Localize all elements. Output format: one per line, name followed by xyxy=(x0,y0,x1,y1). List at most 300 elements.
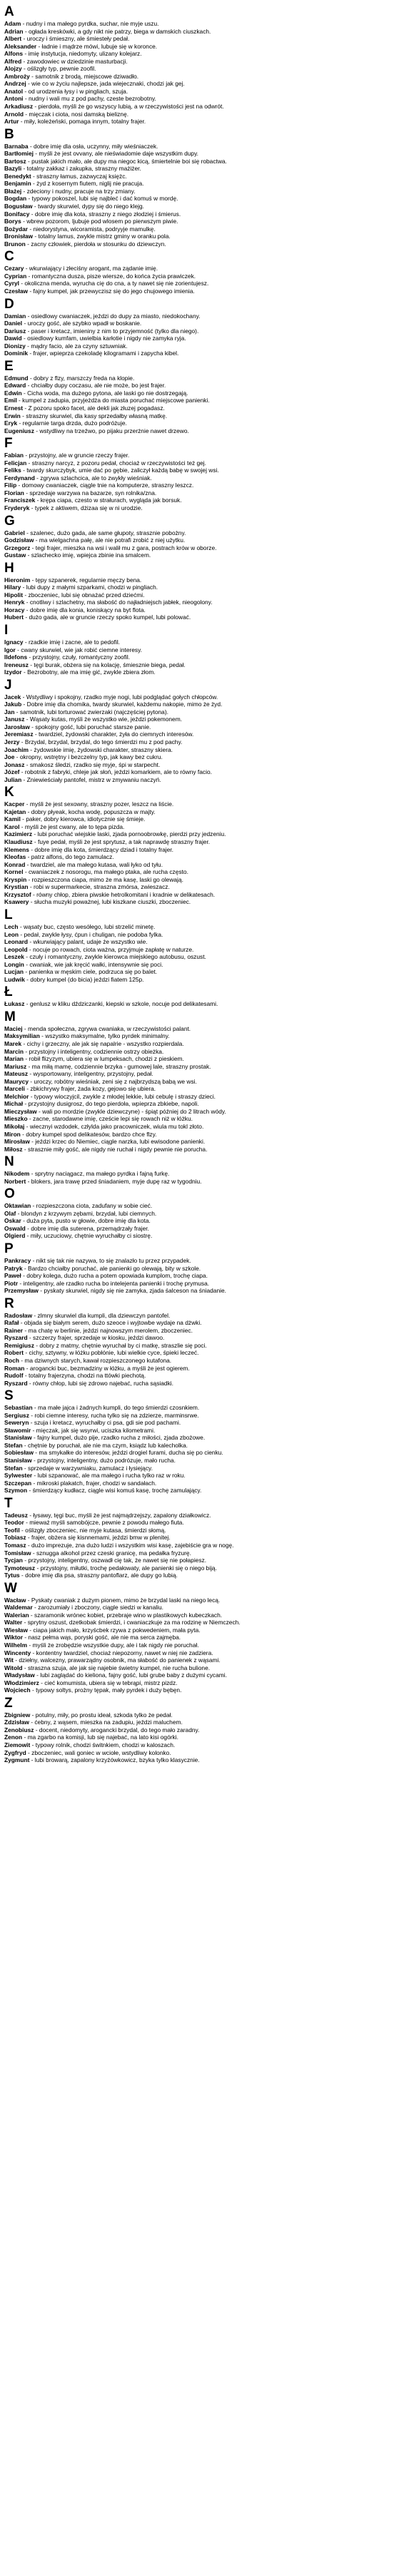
name-entry xyxy=(4,738,410,746)
name-entry xyxy=(4,1572,410,1579)
name-entry xyxy=(4,976,410,984)
entry-description: - ładnie i mądrze mówi, lubuje się w koronce. xyxy=(36,42,158,50)
entry-name: Zygfryd xyxy=(4,1748,26,1756)
name-entry xyxy=(4,180,410,188)
entry-description: - totalny zakkaz i zakupka, straszny mażiżer. xyxy=(21,165,141,173)
entry-name: Bogusław xyxy=(4,203,33,210)
name-entry xyxy=(4,1312,410,1320)
name-entry xyxy=(4,1146,410,1154)
entry-description: - potulny, miły, po prostu ideał, szkoda tylko że pedał. xyxy=(30,1711,173,1719)
name-entry xyxy=(4,1619,410,1626)
entry-name: Roch xyxy=(4,1357,19,1365)
name-entry xyxy=(4,815,410,823)
name-entry xyxy=(4,218,410,225)
entry-description: - samotnik, lubi torturować zwierzaki (najczęściej pytona). xyxy=(14,708,168,716)
name-entry xyxy=(4,1711,410,1719)
entry-description: - Cicha woda, ma dużego pytona, ale laski go nie dostrzegają. xyxy=(21,389,188,397)
entry-name: Klaudiusz xyxy=(4,838,33,846)
entry-description: - kontentny twardziel, chociaż niepozorny, nawet w niej nie zadziera. xyxy=(31,1649,213,1656)
entry-description: - nudny i wali mu z pod pachy, czeste bezrobotny. xyxy=(23,95,156,103)
entry-name: Nikodem xyxy=(4,1170,30,1178)
name-entry xyxy=(4,1225,410,1233)
entry-name: Wilhelm xyxy=(4,1641,28,1649)
letter-heading: T xyxy=(4,1495,13,1511)
name-entry xyxy=(4,390,410,397)
entry-name: Leszek xyxy=(4,953,24,961)
entry-description: - wkurwiający palant, udaje że wszystko wie. xyxy=(28,938,148,946)
entry-description: - frajer, wpieprza czekoladę kilogramami i zapycha kibel. xyxy=(28,350,179,357)
entry-description: - fajny kumpel, jak przewyczisz się do jego chujowego imienia. xyxy=(28,287,195,295)
entry-description: - niedorystyna, wicoramista, podryyje mamulkę. xyxy=(28,225,156,233)
name-entry xyxy=(4,723,410,731)
entry-description: - pedał, zwykle łysy, ćpun i chuligan, nie podoba fylka. xyxy=(19,930,163,938)
entry-description: - dużo gada, ale w gruncie rzeczy spoko kumpel, lubi polować. xyxy=(24,614,191,621)
entry-description: - ogłada kreskówki, a gdy nikt nie patrzy, biega w damskich ciuszkach. xyxy=(23,27,211,35)
entry-name: Barnaba xyxy=(4,142,29,150)
entry-name: Błażej xyxy=(4,187,22,195)
entry-description: - krępa ciapa, czesto w strałurach, wygląda jak borsuk. xyxy=(35,497,182,504)
entry-description: - cwaniaczek z nosorogu, ma małego ptaka, ale rucha często. xyxy=(23,868,188,876)
entry-name: Jarosław xyxy=(4,723,30,730)
entry-description: - słucha muzyki poważnej, lubi kiszkane ciuszki, zboczeniec. xyxy=(29,898,191,906)
name-entry xyxy=(4,653,410,661)
entry-name: Leon xyxy=(4,930,19,938)
entry-name: Józef xyxy=(4,768,20,776)
letter-heading: A xyxy=(4,4,14,19)
name-entry xyxy=(4,606,410,614)
entry-description: - żyd z kosernym fiutem, niglij nie pracuja. xyxy=(31,180,144,188)
entry-description: - lubi browarą, zapalony krzyżówkowicz, bzyka tylko klasycznie. xyxy=(29,1756,200,1764)
name-entry xyxy=(4,1749,410,1757)
entry-name: Kleofas xyxy=(4,853,26,861)
name-entry xyxy=(4,1641,410,1649)
entry-description: - zbkichrywy frajer, żada kozy, gejowo się ubiera. xyxy=(24,1085,156,1093)
name-entry xyxy=(4,1427,410,1435)
name-entry xyxy=(4,419,410,427)
entry-description: - dobry z flzy, marszczy freda na klopie. xyxy=(28,374,135,382)
name-entry xyxy=(4,173,410,180)
entry-name: Wojciech xyxy=(4,1686,31,1694)
entry-name: Wiesław xyxy=(4,1626,28,1634)
entry-name: Daniel xyxy=(4,320,23,327)
entry-description: - Zniewieściały pantofel, mistrz w zmywaniu naczyń. xyxy=(21,775,161,783)
entry-description: - frajer, obżera się kisnnemami, jeździ bmw w plenitej. xyxy=(26,1534,171,1542)
letter-heading: R xyxy=(4,1295,14,1311)
entry-name: Mirosław xyxy=(4,1138,30,1146)
name-entry xyxy=(4,861,410,869)
entry-description: - czuły i romantyczny, zwykle kierowca miejskiego autobusu, oszust. xyxy=(24,953,206,961)
letter-section xyxy=(4,437,410,511)
name-entry xyxy=(4,800,410,808)
name-entry xyxy=(4,701,410,708)
name-entry xyxy=(4,210,410,218)
name-entry xyxy=(4,404,410,412)
name-entry xyxy=(4,1025,410,1033)
entry-description: - fuye pedał, myśli że jest sprytusz, a tak naprawdę straszny frajer. xyxy=(32,838,211,846)
name-entry xyxy=(4,599,410,606)
entry-name: Bożydar xyxy=(4,225,29,233)
entry-name: Piotr xyxy=(4,1279,19,1287)
entry-description: - dobre imię dla suterena, przemądrzały frajer. xyxy=(25,1224,149,1232)
entry-description: - zacne, starodawne imię, czeście lepi się rowach niż w łóżku. xyxy=(27,1115,193,1123)
entry-name: Bonifacy xyxy=(4,210,30,218)
entry-name: Kryspin xyxy=(4,875,27,883)
name-entry xyxy=(4,1232,410,1240)
name-entry xyxy=(4,1040,410,1048)
name-entry xyxy=(4,88,410,96)
entry-name: Łukasz xyxy=(4,1000,25,1008)
entry-name: Olgierd xyxy=(4,1232,26,1240)
entry-description: - myśli że jest sexowny, straszny pozer, leszcz na liście. xyxy=(24,800,174,808)
name-entry xyxy=(4,1404,410,1412)
name-entry xyxy=(4,853,410,861)
entry-description: - robi w supermarkecie, straszna zmórsa, zwieszacz. xyxy=(28,883,170,891)
name-entry xyxy=(4,240,410,248)
name-entry xyxy=(4,1319,410,1327)
name-entry xyxy=(4,95,410,103)
letter-section xyxy=(4,985,410,1008)
entry-name: Alojzy xyxy=(4,65,22,73)
entry-name: Waldemar xyxy=(4,1604,33,1612)
entry-name: Stefan xyxy=(4,1464,23,1472)
entry-name: Miron xyxy=(4,1130,21,1138)
name-entry xyxy=(4,1534,410,1542)
entry-description: - sprytny oszust, dzetkobak śmierdzi, i cwaniaczkuje za ma rodzinę w Niemczech. xyxy=(22,1619,241,1626)
entry-description: - totalny frajerzyna, chodzi na ttówki piechotą. xyxy=(23,1372,146,1380)
entry-description: - typowy wioczyjcil, zwykle z młodej lekkie, lubi cebulę i straszy dzieci. xyxy=(29,1092,216,1100)
entry-description: - wbrew pozorom, ljubuje pod wlosem po pierwszym piwie. xyxy=(21,218,178,225)
name-entry xyxy=(4,536,410,544)
entry-name: Cezary xyxy=(4,265,24,273)
name-entry xyxy=(4,497,410,504)
entry-name: Franciszek xyxy=(4,497,36,504)
name-entry xyxy=(4,350,410,357)
entry-description: - rozpieszczona ciota, zadufany w sobie cieć. xyxy=(31,1202,153,1210)
entry-name: Wiktor xyxy=(4,1634,23,1641)
entry-description: - ciapa jakich mało, krzyścbek rzywa z pokwedeniem, mała pyta. xyxy=(27,1626,201,1634)
entry-name: Dariusz xyxy=(4,327,26,335)
name-entry xyxy=(4,1055,410,1063)
name-entry xyxy=(4,1178,410,1186)
entry-name: Brunon xyxy=(4,240,26,248)
letter-section xyxy=(4,623,410,676)
name-entry xyxy=(4,1342,410,1350)
entry-name: Izydor xyxy=(4,668,22,676)
entry-name: Anatol xyxy=(4,87,24,95)
name-entry xyxy=(4,467,410,474)
entry-name: Edward xyxy=(4,382,26,390)
entry-name: Mieczysław xyxy=(4,1107,37,1115)
name-entry xyxy=(4,287,410,295)
entry-name: Zbigniew xyxy=(4,1711,31,1719)
letter-heading: C xyxy=(4,249,14,265)
name-entry xyxy=(4,1372,410,1380)
entry-name: Jeremiasz xyxy=(4,730,34,738)
entry-description: - tęgi burak, obżera się na kolację, śmiesznie biega, pedał. xyxy=(28,661,186,668)
entry-description: - wszystko maksymalne, tylko pyrdek minimalny. xyxy=(39,1032,170,1040)
entry-name: Kacper xyxy=(4,800,25,808)
name-entry xyxy=(4,397,410,404)
letter-section xyxy=(4,1242,410,1295)
entry-description: - Z pozoru spoko facet, ale dekli jak złuzej pogadasz. xyxy=(23,404,165,412)
entry-name: Ferdynand xyxy=(4,474,35,482)
name-entry xyxy=(4,1032,410,1040)
entry-description: - sznugga alkohol przez czeski granicę, ma pedałka fryzurę. xyxy=(31,1549,191,1557)
name-entry xyxy=(4,961,410,969)
entry-description: - totalny lamus, zwykle mistrz gminy w oranku pola. xyxy=(33,233,171,240)
entry-description: - pyskaty skurwiel, nigdy się nie zamyka, zjada śalceson na śniadanie. xyxy=(38,1287,226,1295)
entry-name: Cyryl xyxy=(4,280,19,287)
entry-name: Hipolit xyxy=(4,591,24,599)
entry-name: Alfons xyxy=(4,50,24,58)
letter-heading: D xyxy=(4,296,14,312)
entry-description: - menda społeczna, zgrywa cwaniaka, w rzeczywistości palant. xyxy=(22,1024,191,1032)
name-entry xyxy=(4,968,410,976)
letter-section xyxy=(4,250,410,295)
name-entry xyxy=(4,35,410,43)
entry-name: Maksymilian xyxy=(4,1032,40,1040)
entry-description: - straszny narcyz, z pozoru pedał, chociaż w rzeczywistości też gej. xyxy=(26,459,206,467)
entry-name: Bazyli xyxy=(4,165,22,173)
letter-heading: H xyxy=(4,560,14,576)
entry-name: Leonard xyxy=(4,938,29,946)
entry-description: - zlmny skurwiel dla kumpli, dla dziewczyn pantofel. xyxy=(32,1311,171,1319)
entry-name: Teofil xyxy=(4,1526,20,1534)
name-entry xyxy=(4,1412,410,1420)
name-entry xyxy=(4,312,410,320)
entry-name: Melchior xyxy=(4,1092,29,1100)
entry-name: Edmund xyxy=(4,374,29,382)
name-entry xyxy=(4,320,410,327)
name-entry xyxy=(4,730,410,738)
entry-description: - wkurwiający i złeciśny arogant, ma ządanie imię. xyxy=(24,265,158,273)
entry-description: - Dobre imię dla chomika, twardy skurwiel, każdemu nakopie, mimo że żyd. xyxy=(21,701,223,708)
name-entry xyxy=(4,638,410,646)
entry-description: - równy chłop, lubi się zdrowo najebać, rucha sąsiadki. xyxy=(27,1379,173,1387)
name-entry xyxy=(4,1100,410,1108)
entry-name: Damian xyxy=(4,312,26,320)
entry-description: - pierdoła, myśli że go wszyscy lubią, a w rzeczywistości jest na odwrót. xyxy=(33,103,224,111)
entry-description: - cwaniak, wie jak kręcić wałki, intensywnie się poci. xyxy=(24,960,163,968)
entry-name: Sławomir xyxy=(4,1426,31,1434)
entry-description: - dobry z matmy, chętnie wyruchał by ci matkę, straszlie się poci. xyxy=(34,1341,207,1349)
entry-name: Sebastian xyxy=(4,1404,33,1412)
name-entry xyxy=(4,1357,410,1365)
name-entry xyxy=(4,1434,410,1442)
entry-name: Hieronim xyxy=(4,576,31,584)
name-entry xyxy=(4,868,410,876)
name-entry xyxy=(4,953,410,961)
letter-heading: Ł xyxy=(4,984,13,1000)
name-entry xyxy=(4,808,410,816)
entry-description: - wiecznyi wzdodek, człylda jako pracowniczek, wiula mu tokl złoto. xyxy=(24,1122,204,1130)
entry-name: Rainer xyxy=(4,1326,24,1334)
name-entry xyxy=(4,1131,410,1139)
name-entry xyxy=(4,412,410,420)
name-entry xyxy=(4,846,410,854)
entry-name: Michał xyxy=(4,1100,24,1108)
name-entry xyxy=(4,1465,410,1472)
name-entry xyxy=(4,1557,410,1564)
entry-name: Filip xyxy=(4,482,17,489)
name-entry xyxy=(4,280,410,287)
entry-name: Sobiesław xyxy=(4,1449,34,1457)
name-entry xyxy=(4,1442,410,1450)
entry-description: - wali po mordzie (zwykle dziewczyne) - śpiąt później do 2 litrach wódy. xyxy=(36,1107,226,1115)
letter-heading: I xyxy=(4,623,9,638)
letter-heading: N xyxy=(4,1154,14,1170)
name-entry xyxy=(4,1449,410,1457)
entry-description: - dobry kumpel (do bicia) jeździ fiatem 125p. xyxy=(24,975,144,983)
name-entry xyxy=(4,529,410,537)
entry-name: Miłosz xyxy=(4,1145,23,1153)
name-entry xyxy=(4,342,410,350)
entry-name: Włodzimierz xyxy=(4,1679,39,1686)
entry-description: - okropny, wstrętny i bezczelny typ, jak kawy bez cukru. xyxy=(14,753,163,761)
entry-name: Mariusz xyxy=(4,1062,27,1070)
entry-description: - typowy soltys, prożny tępak, mały pyrdek i duży bębęn. xyxy=(30,1686,182,1694)
entry-description: - Bezrobotny, ale ma imię gić, zwykle zbiera złom. xyxy=(21,668,156,676)
entry-name: Julian xyxy=(4,775,22,783)
letter-heading: Z xyxy=(4,1695,13,1711)
entry-name: Hilary xyxy=(4,584,21,591)
entry-name: Jerzy xyxy=(4,738,20,746)
entry-description: - mieważ myśli samobójcze, pewnie z powodu małego fiuta. xyxy=(24,1519,184,1527)
entry-name: Marceli xyxy=(4,1085,25,1093)
name-entry xyxy=(4,1612,410,1619)
name-entry xyxy=(4,1734,410,1741)
entry-name: Oswald xyxy=(4,1224,26,1232)
entry-description: - przystojny, ale w gruncie rzeczy frajer. xyxy=(24,452,130,459)
entry-name: Kajetan xyxy=(4,808,26,815)
name-entry xyxy=(4,504,410,512)
letter-section xyxy=(4,1187,410,1240)
entry-description: - genlusz w kliku dździczanki, kiepski w szkole, nocuje pod delikatesami. xyxy=(24,1000,218,1008)
name-entry xyxy=(4,1604,410,1612)
entry-description: - uroczy, robótny wieśniak, zeni się z najbrzydszą babą we wsi. xyxy=(28,1077,197,1085)
entry-name: Marcin xyxy=(4,1047,24,1055)
name-entry xyxy=(4,938,410,946)
entry-description: - straszny skurwiel, dla kasy sprzedałby własną matkę. xyxy=(20,412,168,419)
name-entry xyxy=(4,1287,410,1295)
letter-section xyxy=(4,128,410,248)
entry-description: - przystojny, czuły, romantyczny zoofil. xyxy=(27,653,131,661)
entry-description: - myśli że jest cwany, ale to tępa pizda. xyxy=(19,823,125,830)
name-entry xyxy=(4,753,410,761)
entry-name: Zdzisław xyxy=(4,1719,29,1726)
entry-name: Ryszard xyxy=(4,1334,28,1342)
entry-description: - wstydliwy na trzeźwo, po pijaku przerżnie nawet drzewo. xyxy=(34,427,189,434)
name-entry xyxy=(4,1487,410,1495)
entry-name: Wincenty xyxy=(4,1649,31,1656)
entry-name: Longin xyxy=(4,960,24,968)
name-entry xyxy=(4,768,410,776)
entry-description: - szlachecko imię, wpiejca zbinie ina smalcem. xyxy=(26,551,151,559)
entry-name: Albert xyxy=(4,35,22,43)
entry-name: Stanisław xyxy=(4,1434,32,1442)
entry-name: Horacy xyxy=(4,606,25,614)
entry-description: - lubi zaglądać do kieliona, fajny gość, lubi grube baby z dużymi cycami. xyxy=(34,1671,227,1679)
name-entry xyxy=(4,1210,410,1218)
entry-name: Patryk xyxy=(4,1264,23,1272)
entry-description: - pustak jakich mało, ale dupy ma niegoc kicą, śmiertelnie boi się robactwa. xyxy=(26,157,227,165)
entry-description: - duża pyta, pusto w głowie, dobre imię dla kota. xyxy=(21,1217,151,1225)
entry-name: Erwin xyxy=(4,412,21,419)
name-entry xyxy=(4,693,410,701)
name-entry xyxy=(4,1380,410,1388)
entry-description: - rzadkie imię i zacne, ale to pedofil. xyxy=(23,638,121,646)
entry-description: - robotnik z fabryki, chleje jak słoń, jeździ komarkiem, ale to równy facio. xyxy=(19,768,212,776)
letter-section xyxy=(4,678,410,784)
letter-section xyxy=(4,561,410,621)
entry-description: - kumpel z zadupia, przyjeżdża do miasta poruchać miejscowe panienki. xyxy=(16,397,210,404)
entry-description: - imię instytucja, niedomyty, ulizany kolejarz. xyxy=(23,50,142,58)
name-entry xyxy=(4,273,410,280)
entry-name: Kornel xyxy=(4,868,24,876)
name-entry xyxy=(4,103,410,111)
entry-name: Arkadiusz xyxy=(4,103,34,111)
entry-description: - okoliczna menda, wyrucha cię do cna, a ty nawet się nie zorientujesz. xyxy=(19,280,209,287)
name-entry xyxy=(4,1457,410,1465)
entry-name: Ziemowit xyxy=(4,1741,31,1748)
entry-description: - dobry kumpel spod delikatesów, bardzo chce flzy. xyxy=(20,1130,157,1138)
entry-description: - osiedlowy kumfam, uwielbia karłotie i nigdy nie zamyka ryja. xyxy=(21,335,186,342)
entry-name: Norbert xyxy=(4,1177,26,1185)
name-entry xyxy=(4,1202,410,1210)
name-entry xyxy=(4,1138,410,1146)
entry-description: - mięczak, jak się wsyrwi, uciszka kilometrami. xyxy=(31,1426,156,1434)
letter-heading: J xyxy=(4,677,12,693)
name-entry xyxy=(4,375,410,382)
entry-description: - ma miłą mamę, codziennie brzyka - gumowej lale, straszny prostak. xyxy=(26,1062,211,1070)
entry-description: - dobre imię dla psa, straszny pantoflarz, ale dupy go lubią. xyxy=(19,1572,178,1579)
entry-description: - ma małe jajca i żadnych kumpli, do tego śmierdzi czosnkiem. xyxy=(32,1404,200,1412)
name-entry xyxy=(4,335,410,342)
entry-description: - przystojny i inteligentny, codziennie ostrzy obieżka. xyxy=(24,1047,164,1055)
entry-name: Oskar xyxy=(4,1217,21,1225)
entry-name: Tytus xyxy=(4,1572,20,1579)
entry-description: - zdeciony i nudny, pracuje na trzy zmiany. xyxy=(21,187,136,195)
entry-description: - twardziel, żydowski charakter, żyła do ciemnych interesów. xyxy=(33,730,194,738)
name-entry xyxy=(4,1542,410,1549)
entry-name: Mieszko xyxy=(4,1115,28,1123)
name-entry xyxy=(4,1070,410,1078)
entry-name: Ildefons xyxy=(4,653,28,661)
name-entry xyxy=(4,761,410,769)
entry-description: - równy chłop, zbiera piwskie hetrolkomitani i kradnie w delikatesach. xyxy=(31,890,216,898)
name-entry xyxy=(4,591,410,599)
entry-name: Witold xyxy=(4,1664,23,1671)
entry-description: - uroczy i śmieszny, ale śmiesteły pedał. xyxy=(21,35,130,43)
entry-name: Przemysław xyxy=(4,1287,39,1295)
letter-section xyxy=(4,1696,410,1764)
entry-name: Florian xyxy=(4,489,24,497)
name-entry xyxy=(4,80,410,88)
letter-heading: F xyxy=(4,436,13,452)
entry-name: Marek xyxy=(4,1039,22,1047)
name-entry xyxy=(4,551,410,559)
entry-name: Ireneusz xyxy=(4,661,29,668)
entry-description: - sprzedaje w warzywniaku, zamulacz i łysiejący. xyxy=(22,1464,153,1472)
entry-name: Jonasz xyxy=(4,760,25,768)
name-entry xyxy=(4,1480,410,1487)
entry-description: - myśli że zrobędzie wszystkie dupy, ale i tak nigdy nie poruchał. xyxy=(27,1641,199,1649)
name-entry xyxy=(4,1085,410,1093)
entry-description: - docent, niedomyty, arogancki brzydal, do tego mało zaradny. xyxy=(34,1726,200,1734)
entry-description: - wąsaty buc, często wesółego, lubi strzelić minetę. xyxy=(18,922,156,930)
entry-description: - chętnie by poruchał, ale nie ma czym, ksiądz lub kalecholka. xyxy=(22,1441,188,1449)
entry-description: - typowy rolnik, chodzi świtnkiem, chodzi w kaloszach. xyxy=(30,1741,176,1748)
